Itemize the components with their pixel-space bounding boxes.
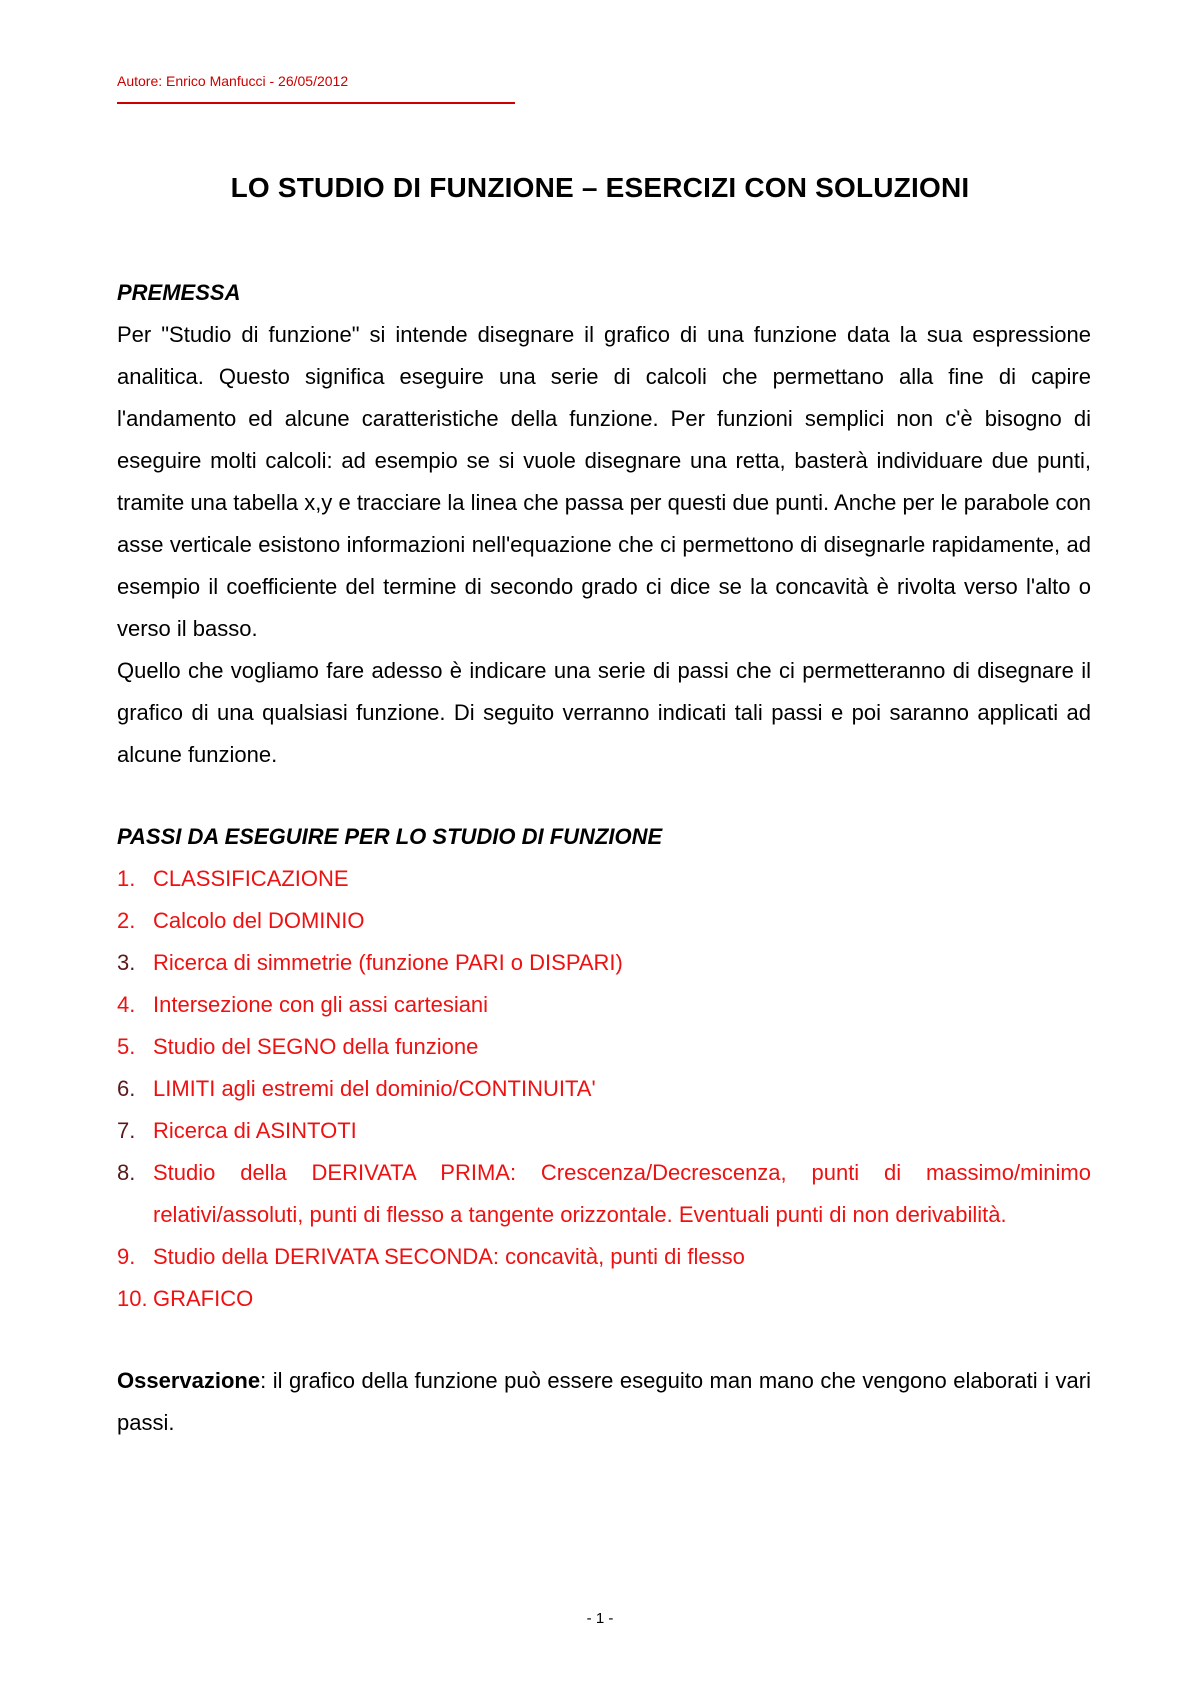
premessa-paragraph-1: Per "Studio di funzione" si intende disegnare il grafico di una funzione data la sua espressione analitica. Questo significa eseguire una serie di calcoli che permettano alla fine di capire l'andamento ed alcune caratteristiche della funzione. Per funzioni semplici non c'è bisogno di eseguire molti calcoli: ad esempio se si vuole disegnare una retta, basterà individuare due punti, tramite una tabella x,y e tracciare la linea che passa per questi due punti. Anche per le parabole con asse verticale esistono informazioni nell'equazione che ci permettono di disegnarle rapidamente, ad esempio il coefficiente del termine di secondo grado ci dice se la concavità è rivolta verso l'alto o verso il basso. xyxy=(117,322,1091,641)
step-number: 9. xyxy=(117,1244,136,1269)
step-number: 3. xyxy=(117,950,136,975)
document-title: LO STUDIO DI FUNZIONE – ESERCIZI CON SOLUZIONI xyxy=(230,172,970,203)
step-text: CLASSIFICAZIONE xyxy=(153,866,349,891)
step-text: Studio della DERIVATA PRIMA: Crescenza/Decrescenza, punti di massimo/minimo relativi/assoluti, punti di flesso a tangente orizzontale. Eventuali punti di non derivabilità. xyxy=(153,1160,1091,1227)
passi-heading: PASSI DA ESEGUIRE PER LO STUDIO DI FUNZIONE xyxy=(117,824,663,849)
step-number: 6. xyxy=(117,1076,136,1101)
section-spacer xyxy=(117,1320,1091,1360)
step-item xyxy=(117,1236,1091,1278)
step-number: 5. xyxy=(117,1034,136,1059)
step-text: Intersezione con gli assi cartesiani xyxy=(153,992,489,1017)
premessa-heading: PREMESSA xyxy=(117,280,241,305)
step-number: 8. xyxy=(117,1160,136,1185)
osservazione-paragraph xyxy=(117,1360,1091,1444)
osservazione-label: Osservazione xyxy=(117,1368,261,1393)
step-number: 4. xyxy=(117,992,136,1017)
step-item xyxy=(117,900,1091,942)
step-text: Studio del SEGNO della funzione xyxy=(153,1034,479,1059)
step-item xyxy=(117,1152,1091,1236)
step-text: Ricerca di ASINTOTI xyxy=(153,1118,357,1143)
page-number: - 1 - xyxy=(586,1610,614,1627)
step-item xyxy=(117,858,1091,900)
header-rule xyxy=(117,102,515,104)
step-number: 2. xyxy=(117,908,136,933)
step-item xyxy=(117,1110,1091,1152)
step-number: 7. xyxy=(117,1118,136,1143)
step-item xyxy=(117,942,1091,984)
osservazione-text: : il grafico della funzione può essere eseguito man mano che vengono elaborati i vari passi. xyxy=(117,1368,1091,1435)
step-number: 10. xyxy=(117,1286,148,1311)
page-header xyxy=(117,72,517,104)
step-item xyxy=(117,1068,1091,1110)
document-body xyxy=(117,272,1091,1444)
step-item xyxy=(117,984,1091,1026)
step-text: GRAFICO xyxy=(153,1286,254,1311)
section-spacer xyxy=(117,776,1091,816)
step-text: Calcolo del DOMINIO xyxy=(153,908,365,933)
step-item xyxy=(117,1278,1091,1320)
step-text: LIMITI agli estremi del dominio/CONTINUITA' xyxy=(153,1076,596,1101)
author-line: Autore: Enrico Manfucci - 26/05/2012 xyxy=(117,73,349,89)
step-item xyxy=(117,1026,1091,1068)
step-text: Studio della DERIVATA SECONDA: concavità, punti di flesso xyxy=(153,1244,745,1269)
premessa-paragraph-2: Quello che vogliamo fare adesso è indicare una serie di passi che ci permetteranno di disegnare il grafico di una qualsiasi funzione. Di seguito verranno indicati tali passi e poi saranno applicati ad alcune funzione. xyxy=(117,658,1091,767)
step-text: Ricerca di simmetrie (funzione PARI o DISPARI) xyxy=(153,950,623,975)
step-number: 1. xyxy=(117,866,136,891)
steps-list xyxy=(117,858,1091,1320)
